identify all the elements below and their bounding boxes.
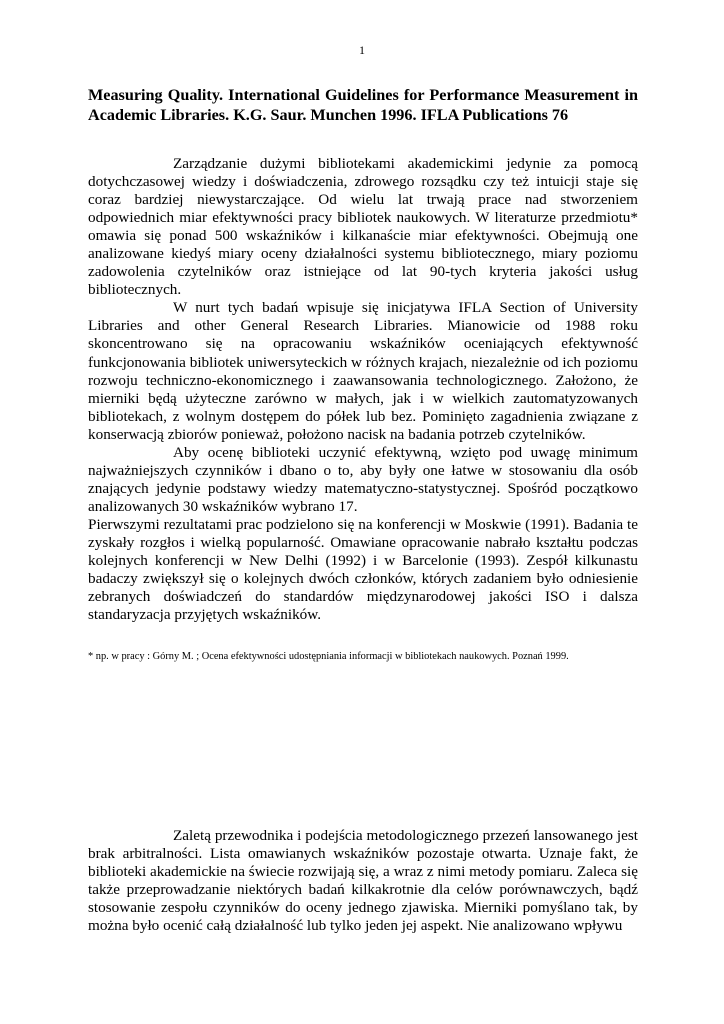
paragraph-2: W nurt tych badań wpisuje się inicjatywa IFLA Section of University Libraries and other General Research Libraries. Mianowicie od 1988 roku skoncentrowano się na opracowaniu wskaźników oceniających efektywność funkcjonowania bibliotek uniwersyteckich w różnych krajach, niezależnie od ich poziomu rozwoju techniczno-ekonomicznego i zaawansowania technologicznego. Założono, że mierniki będą użyteczne zarówno w małych, jak i w wielkich zautomatyzowanych bibliotekach, z wolnym dostępem do półek lub bez. Pominięto zagadnienia związane z konserwacją zbiorów ponieważ, położono nacisk na badania potrzeb czytelników. — [88, 299, 638, 443]
document-title: Measuring Quality. International Guidelines for Performance Measurement in Academic Libraries. K.G. Saur. Munchen 1996. IFLA Publications 76 — [88, 86, 638, 124]
footnote: * np. w pracy : Górny M. ; Ocena efektywności udostępniania informacji w bibliotekach naukowych. Poznań 1999. — [88, 651, 569, 662]
paragraph-4: Pierwszymi rezultatami prac podzielono się na konferencji w Moskwie (1991). Badania te zyskały rozgłos i wielką popularność. Omawiane opracowanie nabrało kształtu podczas kolejnych konferencji w New Delhi (1992) i w Barcelonie (1993). Zespół kilkunastu badaczy zwiększył się o kolejnych dwóch członków, których zadaniem było odniesienie zebranych doświadczeń do standardów międzynarodowej jakości ISO i dalsza standaryzacja przyjętych wskaźników. — [88, 515, 638, 624]
paragraph-3: Aby ocenę biblioteki uczynić efektywną, wzięto pod uwagę minimum najważniejszych czynników i dbano o to, aby były one łatwe w stosowaniu dla osób znających jedynie podstawy wiedzy matematyczno-statystycznej. Spośród początkowo analizowanych 30 wskaźników wybrano 17. — [88, 443, 638, 515]
paragraph-5: Zaletą przewodnika i podejścia metodologicznego przezeń lansowanego jest brak arbitralności. Lista omawianych wskaźników pozostaje otwarta. Uznaje fakt, że biblioteki akademickie na świecie rozwijają się, a wraz z nimi metody pomiaru. Zaleca się także przeprowadzanie niektórych badań kilkakrotnie dla celów porównawczych, bądź stosowanie zespołu czynników do oceny jednego zjawiska. Mierniki pomyślano tak, by można było ocenić całą działalność lub tylko jeden jej aspekt. Nie analizowano wpływu — [88, 827, 638, 935]
paragraph-1: Zarządzanie dużymi bibliotekami akademickimi jedynie za pomocą dotychczasowej wiedzy i doświadczenia, zdrowego rozsądku czy też intuicji staje się coraz bardziej niewystarczające. Od wielu lat trwają prace nad stworzeniem odpowiednich miar efektywności pracy bibliotek naukowych. W literaturze przedmiotu* omawia się ponad 500 wskaźników i kilkanaście miar efektywności. Obejmują one analizowane kiedyś miary oceny działalności systemu bibliotecznego, miary poziomu zadowolenia czytelników oraz istniejące od lat 90-tych kryteria jakości usług bibliotecznych. — [88, 155, 638, 299]
body-section-2 — [88, 827, 638, 935]
page-number: 1 — [359, 43, 365, 57]
body-section-1 — [88, 155, 638, 624]
